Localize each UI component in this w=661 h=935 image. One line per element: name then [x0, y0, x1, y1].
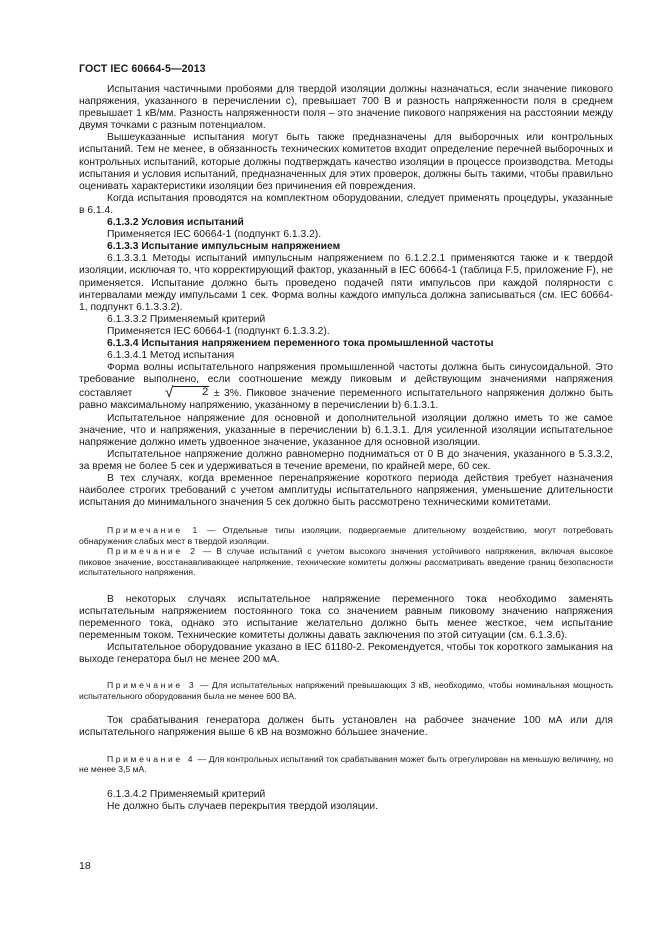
paragraph: Не должно быть случаев перекрытия твердой изоляции. — [107, 800, 379, 812]
paragraph: В тех случаях, когда временное перенапряжение короткого периода действия требует назначения наиболее строгих требований с учетом амплитуды испытательного напряжения, уменьшение длительности испытания до минимального значения 5 сек должно быть рассмотрено техническими комитетами. — [79, 473, 613, 509]
note-4 — [79, 754, 613, 775]
paragraph-with-formula — [79, 362, 613, 412]
paragraph: Испытательное напряжение для основной и дополнительной изоляции должно иметь то же самое значение, что и напряжения, указанные в перечислении b) 6.1.3.1. Для усиленной изоляции испытательное напряжение должно иметь удвоенное значение, указанное для основной изоляции. — [79, 412, 613, 448]
note-text: — В случае испытаний с учетом высокого значения устойчивого напряжения, включая высокое пиковое значение, восстанавливающее напряжение, технические комитеты должны рассматривать введение границ безопасности испытательного напряжения. — [79, 546, 613, 578]
note-label: Примечание 2 — [107, 546, 198, 557]
paragraph: Испытательное оборудование указано в IEC 61180-2. Рекомендуется, чтобы ток короткого замыкания на выходе генератора был не менее 200 мА. — [79, 642, 613, 666]
paragraph: Испытательное напряжение должно равномерно подниматься от 0 В до значения, указанного в 5.3.3.2, за время не более 5 сек и удерживаться в течение времени, по крайней мере, 60 сек. — [79, 448, 613, 472]
paragraph: Когда испытания проводятся на комплектном оборудовании, следует применять процедуры, указанные в 6.1.4. — [79, 192, 613, 216]
note-text: — Для испытательных напряжений превышающих 3 кВ, необходимо, чтобы номинальная мощность испытательного оборудования была не менее 600 ВА. — [79, 680, 614, 701]
section-heading-6-1-3-4: 6.1.3.4 Испытания напряжением переменного тока промышленной частоты — [107, 337, 494, 349]
note-text: — Для контрольных испытаний ток срабатывания может быть отрегулирован на меньшую величину, но не менее 3,5 мА. — [79, 753, 614, 775]
paragraph: 6.1.3.3.1 Методы испытаний импульсным напряжением по 6.1.2.2.1 применяются также и к твердой изоляции, исключая то, что корректирующий фактор, указанный в IEC 60664-1 (таблица F.5, приложение F), не применяется. Испытание должно быть проведено подачей пяти импульсов при каждой полярности с интервалами между импульсами 1 сек. Форма волны каждого импульса должна записываться (см. IEC 60664-1, подпункт 6.1.3.3.2). — [79, 253, 613, 313]
square-root-formula — [137, 386, 209, 400]
section-heading-6-1-3-3: 6.1.3.3 Испытание импульсным напряжением — [107, 241, 341, 253]
note-1 — [79, 525, 613, 546]
paragraph: Применяется IEC 60664-1 (подпункт 6.1.3.2). — [107, 229, 322, 241]
paragraph: Применяется IEC 60664-1 (подпункт 6.1.3.3.2). — [107, 325, 330, 337]
note-label: Примечание 1 — [107, 525, 200, 536]
note-label: Примечание 4 — [107, 753, 196, 764]
subsection-heading: 6.1.3.3.2 Применяемый критерий — [107, 313, 266, 325]
subsection-heading: 6.1.3.4.1 Метод испытания — [107, 350, 235, 362]
standard-header: ГОСТ IEC 60664-5—2013 — [79, 63, 206, 75]
radical-sign: √ — [164, 384, 174, 402]
subsection-heading: 6.1.3.4.2 Применяемый критерий — [107, 788, 266, 800]
paragraph: Ток срабатывания генератора должен быть установлен на рабочее значение 100 мА или для испытательного напряжения выше 6 кВ на возможно бо́льшее значение. — [79, 715, 613, 739]
radicand: 2 — [173, 386, 209, 398]
formula-tail-text: ± 3%. Пиковое значение переменного испытательного напряжения должно быть равно максимальному напряжению, указанному в перечислении b) 6.1.3.1. — [79, 388, 613, 412]
paragraph: Вышеуказанные испытания могут быть также предназначены для выборочных или контрольных испытаний. Тем не менее, в обязанность технических комитетов входит определение перечней выборочных и контрольных испытаний, которые должны подтверждать качество изоляции в процессе производства. Методы испытания и условия испытаний, предназначенных для этих проверок, должны быть такими, чтобы правильно оценивать характеристики изоляции без причинения ей повреждения. — [79, 132, 613, 192]
page-number: 18 — [79, 860, 91, 872]
note-label: Примечание 3 — [107, 680, 197, 691]
note-3 — [79, 680, 613, 701]
section-heading-6-1-3-2: 6.1.3.2 Условия испытаний — [107, 217, 244, 229]
note-2 — [79, 546, 613, 578]
formula-lead-text: Форма волны испытательного напряжения промышленной частоты должна быть синусоидальной. Это требование выполнено, если соотношение между пиковым и действующим значениями напряжения составляет — [79, 362, 613, 400]
paragraph: В некоторых случаях испытательное напряжение переменного тока необходимо заменять испытательным напряжением постоянного тока со значением равным пиковому значению напряжения переменного тока, однако это испытание желательно должно быть менее жесткое, чем испытание переменным током. Технические комитеты должны давать заключения по этой ситуации (см. 6.1.3.6). — [79, 593, 613, 642]
page-body — [79, 84, 613, 813]
note-text: — Отдельные типы изоляции, подвергаемые длительному воздействию, могут потребовать обнаружения слабых мест в твердой изоляции. — [79, 525, 614, 546]
paragraph: Испытания частичными пробоями для твердой изоляции должны назначаться, если значение пикового напряжения, указанного в перечислении с), превышает 700 В и разность напряженности поля в среднем превышает 1 кВ/мм. Разность напряженности поля – это значение пикового напряжения на расстоянии между двумя точками с разным потенциалом. — [79, 84, 613, 132]
